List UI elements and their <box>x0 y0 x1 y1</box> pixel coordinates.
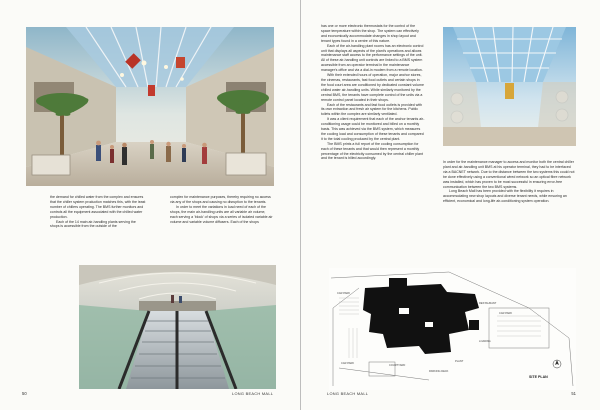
paragraph: Long Beach Mall has been provided with the flexibility it requires in accommodating new shop layouts and diverse tenant needs, while ensuring an efficient, economical and long-life air-conditioning system operation. <box>443 189 567 204</box>
site-plan-label: RESTAURANT <box>479 302 497 305</box>
paragraph: Each of the air-handling plant rooms has an electronic control unit that displays all aspects of the plant's operations and allows maintenance staff access to the performance settings of the unit. All of these air-handling unit controls are linked to a BMS system accessible from an operator terminal in the maintenance manager's office and via a dial-in modem from a remote location. <box>321 43 424 73</box>
site-plan-drawing <box>329 268 576 390</box>
left-page-column-2 <box>170 195 274 255</box>
site-plan-label: COURTYARD <box>389 364 406 367</box>
paragraph: With their extended hours of operation, major anchor stores, the cinemas, restaurants, fast food outlets and certain shops in the food court area are conditioned by dedicated constant volume chilled water air-handling units. While similarly monitored by the central BMS, the tenants have complete control of the units via a remote control panel located in their shops. <box>321 73 424 102</box>
site-plan-label: PLANT <box>455 360 464 363</box>
page-number: 51 <box>571 391 576 396</box>
right-page-column-1 <box>321 24 425 309</box>
left-page-column-1 <box>50 195 146 255</box>
paragraph: complex for maintenance purposes, thereby requiring no access via any of the shops and causing no disruption to the tenants. <box>170 195 271 204</box>
right-page <box>300 0 600 410</box>
paragraph: Each of the restaurants and fast food outlets is provided with its own extraction and fresh air system for the kitchens. Public toilets within the complex are similarly ventilated. <box>321 102 423 117</box>
atrium-skylight-photo <box>443 27 576 146</box>
site-plan-illustration <box>329 268 576 390</box>
paragraph: It was a client requirement that each of the anchor tenants air-conditioning usage could be monitored and billed on a monthly basis. This was achieved via the BMS system, which measures the cooling load and consumption of these tenants and compared it to the total cooling produced by the central plant. <box>321 117 425 141</box>
paragraph: the demand for chilled water from the complex and ensures that the chiller system production matches this, with the least number of chillers operating. The BMS further monitors and controls all the equipment associated with the chilled water production. <box>50 195 146 219</box>
right-page-column-2 <box>443 160 576 265</box>
site-plan-label: LOADING <box>479 340 491 343</box>
atrium-illustration <box>443 27 576 146</box>
escalator-photo <box>79 265 276 389</box>
paragraph: has one or more electronic thermostats for the control of the space temperature within the shop. The system can effectively and economically accommodate changes in shop layout and tenant types found in a centre of this nature. <box>321 24 419 43</box>
running-footer: LONG BEACH MALL <box>232 391 274 396</box>
site-plan-title: SITE PLAN <box>529 375 548 379</box>
paragraph: Each of the 14 main air-handling plants serving the shops is accessible from the outside of the <box>50 219 136 229</box>
paragraph: In order for the maintenance manager to access and monitor both the central chiller plant and air-handling unit BMS at his operator terminal, they had to be interfaced via a BACNET network. Due to the distance between the two systems this could not be done effectively using a conventional wired network so an optical fibre network was installed, which has proven to be most successful in ensuring error-free communication between the two BMS systems. <box>443 160 575 189</box>
page-number: 50 <box>22 391 27 396</box>
mall-interior-photo <box>26 27 274 186</box>
site-plan-label: CAR PARK <box>341 362 355 365</box>
running-footer: LONG BEACH MALL <box>327 391 369 396</box>
site-plan-label: CAR PARK <box>499 312 513 315</box>
paragraph: In order to meet the variations in load need of each of the shops, the main air-handling units are all variable air volume, each serving a 'block' of shops via a series of isolated variable air volume and variable volume diffusers. Each of the shops <box>170 204 273 224</box>
mall-interior-illustration <box>26 27 274 186</box>
site-plan-label: PARKING DECK <box>429 370 449 373</box>
escalator-illustration <box>79 265 276 389</box>
site-plan-label: CAR PARK <box>337 292 351 295</box>
paragraph: The BMS prints a full report of the cooling consumption for each of these tenants and that would then represent a monthly percentage of the electricity consumed by the central chiller plant and the tenant is billed accordingly. <box>321 141 423 161</box>
